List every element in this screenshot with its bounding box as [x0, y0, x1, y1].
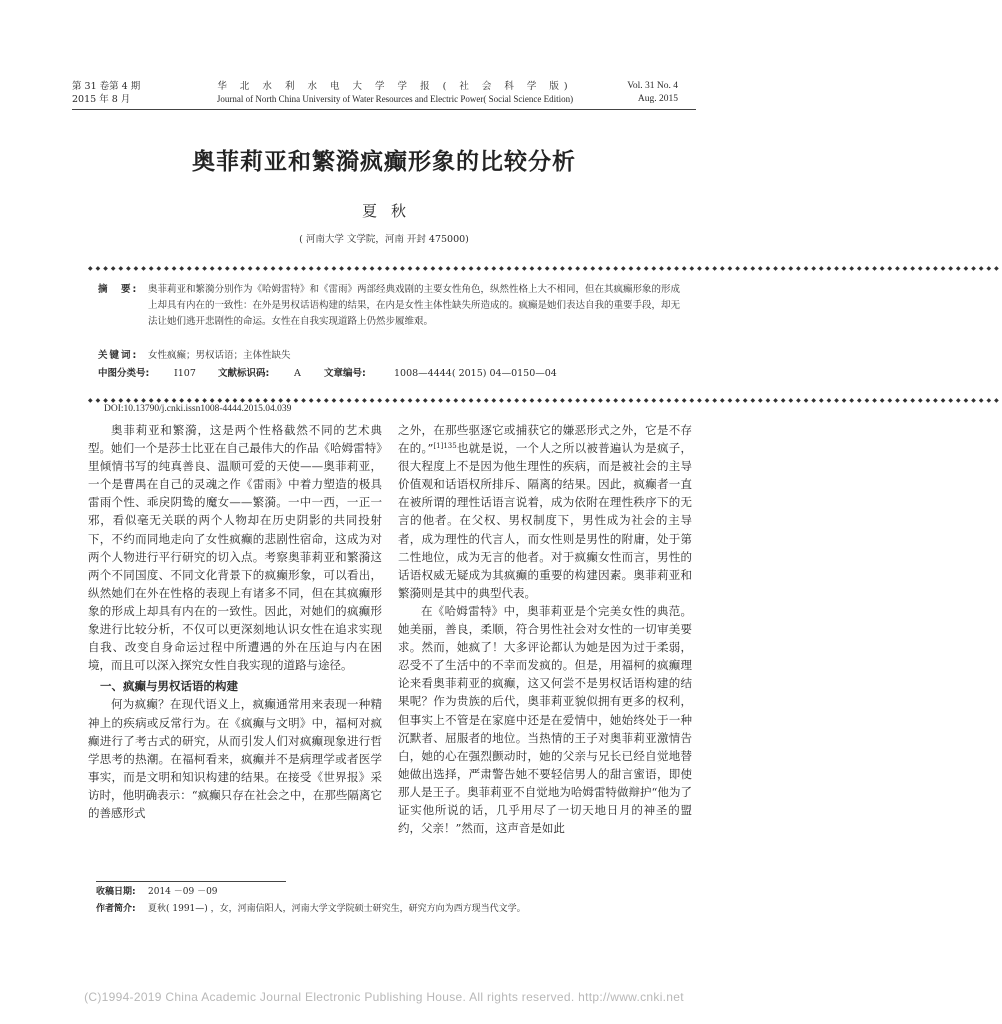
- footnote-divider: [96, 881, 286, 882]
- date-cn: 2015 年 8 月: [72, 94, 131, 105]
- header-divider: [72, 109, 696, 110]
- received-label: 收稿日期:: [96, 887, 136, 897]
- article-no-label: 文章编号:: [324, 368, 366, 379]
- journal-name-en: Journal of North China University of Water Resources and Electric Power( Social Science Edition): [216, 94, 574, 104]
- diamond-divider-top: ◆◆◆◆◆◆◆◆◆◆◆◆◆◆◆◆◆◆◆◆◆◆◆◆◆◆◆◆◆◆◆◆◆◆◆◆◆◆◆◆◆◆◆◆◆◆◆◆◆◆◆◆◆◆◆◆◆◆◆◆◆◆◆◆◆◆◆◆◆◆◆◆◆◆◆◆◆◆◆◆◆◆◆◆◆◆◆◆◆◆◆◆◆◆◆◆◆◆◆◆◆◆◆◆◆◆◆◆◆◆◆◆◆◆◆◆◆◆◆◆: [88, 265, 1002, 272]
- diamond-divider-bottom: ◆◆◆◆◆◆◆◆◆◆◆◆◆◆◆◆◆◆◆◆◆◆◆◆◆◆◆◆◆◆◆◆◆◆◆◆◆◆◆◆◆◆◆◆◆◆◆◆◆◆◆◆◆◆◆◆◆◆◆◆◆◆◆◆◆◆◆◆◆◆◆◆◆◆◆◆◆◆◆◆◆◆◆◆◆◆◆◆◆◆◆◆◆◆◆◆◆◆◆◆◆◆◆◆◆◆◆◆◆◆◆◆◆◆◆◆◆◆◆◆: [88, 397, 1002, 404]
- doi: DOI:10.13790/j.cnki.issn1008-4444.2015.04.039: [104, 404, 292, 414]
- volume-issue-en: Vol. 31 No. 4: [627, 81, 678, 91]
- volume-issue-cn: 第 31 卷第 4 期: [72, 81, 141, 92]
- article-author: 夏秋: [361, 202, 420, 220]
- abstract-label: 摘 要:: [98, 284, 139, 295]
- section-heading: 一、疯癫与男权话语的构建: [100, 679, 238, 694]
- keywords-label: 关键词:: [98, 350, 139, 361]
- received-date: [96, 886, 218, 899]
- body-column-left: [88, 421, 382, 822]
- clc-value: I107: [174, 368, 196, 379]
- abstract: [98, 282, 688, 352]
- body-paragraph: 何为疯癫？在现代语义上，疯癫通常用来表现一种精神上的疾病或反常行为。在《疯癫与文明》中，福柯对疯癫进行了考古式的研究，从而引发人们对疯癫现象进行哲学思考的热潮。在福柯看来，疯癫并不是病理学或者医学事实，而是文明和知识构建的结果。在接受《世界报》采访时，他明确表示：“疯癫只存在社会之中，在那些隔离它的善感形式: [88, 697, 382, 820]
- citation-ref: [1]135: [433, 442, 457, 451]
- doc-code-value: A: [294, 368, 301, 379]
- journal-issue-info-en: [627, 80, 678, 106]
- body-paragraph: 奥菲莉亚和繁漪，这是两个性格截然不同的艺术典型。她们一个是莎士比亚在自己最伟大的作品《哈姆雷特》里倾情书写的纯真善良、温顺可爱的天使——奥菲莉亚，一个是曹禺在自己的灵魂之作《雷雨》中着力塑造的极具雷雨个性、乖戾阴鸷的魔女——繁漪。一中一西，一正一邪，看似毫无关联的两个人物却在历史阴影的共同投射下，不约而同地走向了女性疯癫的悲剧性宿命，这成为对两个人物进行平行研究的切入点。考察奥菲莉亚和繁漪这两个不同国度、不同文化背景下的疯癫形象，可以看出，纵然她们在外在性格的表现上有诸多不同，但在其疯癫形象的形成上却具有内在的一致性。因此，对她们的疯癫形象进行比较分析，不仅可以更深刻地认识女性在追求实现自我、改变自身命运过程中所遭遇的外在压迫与内在困境，而且可以深入探究女性自我实现的道路与途径。: [88, 423, 382, 673]
- date-en: Aug. 2015: [637, 94, 678, 104]
- classification-line: [98, 366, 688, 382]
- article-title: 奥菲莉亚和繁漪疯癫形象的比较分析: [192, 149, 576, 175]
- doc-code-label: 文献标识码:: [218, 368, 270, 379]
- author-bio: [96, 903, 526, 916]
- clc-label: 中图分类号:: [98, 368, 150, 379]
- copyright-watermark: (C)1994-2019 China Academic Journal Electronic Publishing House. All rights reserved. http://www.cnki.net: [84, 990, 684, 1004]
- abstract-text: 奥菲莉亚和繁漪分别作为《哈姆雷特》和《雷雨》两部经典戏剧的主要女性角色，纵然性格上大不相同，但在其疯癫形象的形成上却具有内在的一致性：在外是男权话语构建的结果，在内是女性主体性缺失所造成的。疯癫是她们表达自我的重要手段，却无法让她们逃开悲剧性的命运。女性在自我实现道路上仍然步履维艰。: [148, 284, 681, 327]
- keywords-text: 女性疯癫；男权话语；主体性缺失: [148, 350, 291, 361]
- body-text: 之外，在那些驱逐它或捕获它的嫌恶形式之外，它是不存在的。”: [398, 423, 692, 456]
- body-text: 也就是说，一个人之所以被普遍认为是疯子，很大程度上不是因为他生理性的疾病，而是被社会的主导价值观和话语权所排斥、隔离的结果。因此，疯癫者一直在被所谓的理性话语言说着，成为依附在理性秩序下的无言的他者。在父权、男权制度下，男性成为社会的主导者，成为理性的代言人，而女性则是男性的附庸，处于第二性地位，成为无言的他者。对于疯癫女性而言，男性的话语权威无疑成为其疯癫的重要的构建因素。奥菲莉亚和繁漪则是其中的典型代表。: [398, 441, 692, 600]
- article-no-value: 1008—4444( 2015) 04—0150—04: [394, 368, 557, 379]
- journal-issue-info: [72, 80, 140, 106]
- keywords: [98, 348, 688, 364]
- body-paragraph: [398, 421, 692, 602]
- author-affiliation: ( 河南大学 文学院，河南 开封 475000): [299, 234, 469, 245]
- body-column-right: [398, 421, 692, 837]
- received-value: 2014 －09 －09: [148, 887, 218, 897]
- journal-name: [170, 80, 620, 106]
- body-paragraph: 在《哈姆雷特》中，奥菲莉亚是个完美女性的典范。她美丽，善良，柔顺，符合男性社会对女性的一切审美要求。然而，她疯了！大多评论都认为她是因为过于柔弱，忍受不了生活中的不幸而发疯的。但是，用福柯的疯癫理论来看奥菲莉亚的疯癫，这又何尝不是男权话语构建的结果呢？作为贵族的后代，奥菲莉亚貌似拥有更多的权利，但事实上不管是在家庭中还是在爱情中，她始终处于一种沉默者、屈服者的地位。当热情的王子对奥菲莉亚激情告白，她的心在强烈颤动时，她的父亲与兄长已经自觉地替她做出选择，严肃警告她不要轻信男人的甜言蜜语，即使那人是王子。奥菲莉亚不自觉地为哈姆雷特做辩护“他为了证实他所说的话，几乎用尽了一切天地日月的神圣的盟约，父亲！”然而，这声音是如此: [398, 603, 692, 836]
- journal-name-cn: 华 北 水 利 水 电 大 学 学 报 ( 社 会 科 学 版): [217, 81, 573, 92]
- author-bio-value: 夏秋( 1991—) ，女，河南信阳人，河南大学文学院硕士研究生，研究方向为西方现当代文学。: [148, 904, 526, 914]
- author-bio-label: 作者简介:: [96, 904, 136, 914]
